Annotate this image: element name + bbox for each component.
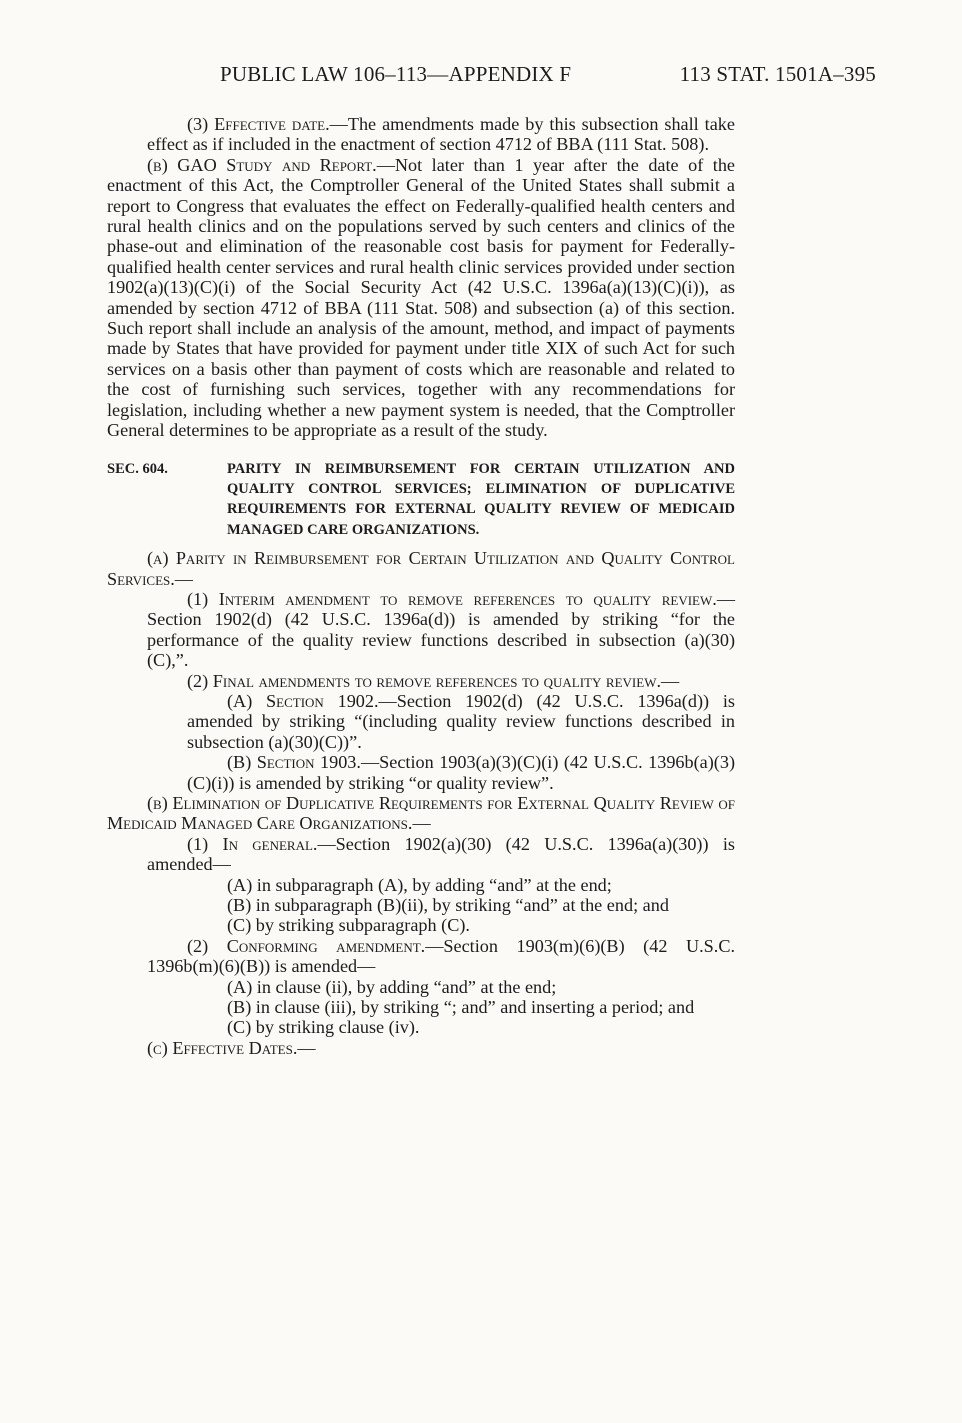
section-number: SEC. 604.: [107, 460, 168, 477]
paragraph-heading: (3) Effective date.: [187, 114, 330, 134]
paragraph-b1B: (B) in subparagraph (B)(ii), by striking “and” at the end; and: [227, 895, 669, 916]
paragraph-heading: (1) Interim amendment to remove references to quality review.: [187, 588, 717, 609]
paragraph-heading: (2) Conforming amendment.: [187, 935, 426, 956]
paragraph-text: —Section 1902(d) (42 U.S.C. 1396a(d)) is amended by striking “for the performance of the quality review functions described in subsection (a)(30)(C),”.: [147, 588, 735, 671]
paragraph-a2B: [107, 752, 735, 793]
paragraph-text: —Section 1903(a)(3)(C)(i) (42 U.S.C. 1396b(a)(3)(C)(i)) is amended by striking “or quality review”.: [187, 752, 735, 793]
section-title: PARITY IN REIMBURSEMENT FOR CERTAIN UTILIZATION AND QUALITY CONTROL SERVICES; ELIMINATION OF DUPLICATIVE REQUIREMENTS FOR EXTERNAL QUALITY REVIEW OF MEDICAID MANAGED CARE ORGANIZATIONS.: [227, 460, 735, 538]
paragraph-heading: (A) Section 1902.: [227, 690, 379, 711]
paragraph-heading: (B) Section 1903.: [227, 752, 361, 773]
paragraph-b2: [107, 936, 735, 977]
paragraph-gao-study: [107, 155, 735, 441]
paragraph-a2-heading: (2) Final amendments to remove references to quality review.—: [187, 670, 680, 691]
paragraph-text: —Not later than 1 year after the date of the enactment of this Act, the Comptroller General of the United States shall submit a report to Congress that evaluates the effect on Federally-qualified health centers and rural health clinics and on the populations served by such centers and clinics of the phase-out and elimination of the reasonable cost basis for payment for Federally-qualified health center services and rural health clinic services provided under section 1902(a)(13)(C)(i) of the Social Security Act (42 U.S.C. 1396a(a)(13)(C)(i)), as amended by section 4712 of BBA (111 Stat. 508) and subsection (a) of this section. Such report shall include an analysis of the amount, method, and impact of payments made by States that have provided for payment under title XIX of such Act for such services on a basis other than payment of costs which are reasonable and related to the cost of furnishing such services, together with any recommendations for legislation, including whether a new payment system is needed, that the Comptroller General determines to be appropriate as a result of the study.: [107, 154, 736, 441]
subsection-c-heading: (c) Effective Dates.—: [147, 1037, 316, 1058]
paragraph-b2B: (B) in clause (iii), by striking “; and” and inserting a period; and: [227, 997, 695, 1018]
paragraph-b1C: (C) by striking subparagraph (C).: [227, 915, 470, 936]
document-body: [107, 114, 735, 1058]
paragraph-a2A: [107, 691, 735, 752]
paragraph-text: —Section 1903(m)(6)(B) (42 U.S.C. 1396b(m)(6)(B)) is amended—: [147, 935, 736, 977]
paragraph-heading: (b) GAO Study and Report.: [147, 154, 377, 175]
paragraph-text: —Section 1902(d) (42 U.S.C. 1396a(d)) is amended by striking “(including quality review functions described in subsection (a)(30)(C))”.: [187, 690, 735, 752]
paragraph-heading: (1) In general.: [187, 833, 318, 854]
subsection-a-heading: (a) Parity in Reimbursement for Certain Utilization and Quality Control Services.—: [107, 548, 735, 589]
subsection-b-heading: (b) Elimination of Duplicative Requirements for External Quality Review of Medicaid Managed Care Organizations.—: [107, 793, 735, 834]
section-heading-604: [107, 459, 735, 541]
header-law-title: PUBLIC LAW 106–113—APPENDIX F: [220, 62, 572, 86]
header-stat-citation: 113 STAT. 1501A–395: [679, 62, 876, 86]
paragraph-text: —The amendments made by this subsection shall take effect as if included in the enactment of section 4712 of BBA (111 Stat. 508).: [147, 114, 735, 155]
paragraph-effective-date: [107, 114, 735, 155]
paragraph-b1A: (A) in subparagraph (A), by adding “and” at the end;: [227, 874, 612, 895]
paragraph-b2A: (A) in clause (ii), by adding “and” at the end;: [227, 976, 557, 997]
paragraph-text: —Section 1902(a)(30) (42 U.S.C. 1396a(a)(30)) is amended—: [147, 833, 735, 875]
paragraph-b2C: (C) by striking clause (iv).: [227, 1017, 420, 1038]
paragraph-a1: [107, 589, 735, 671]
paragraph-b1: [107, 834, 735, 875]
